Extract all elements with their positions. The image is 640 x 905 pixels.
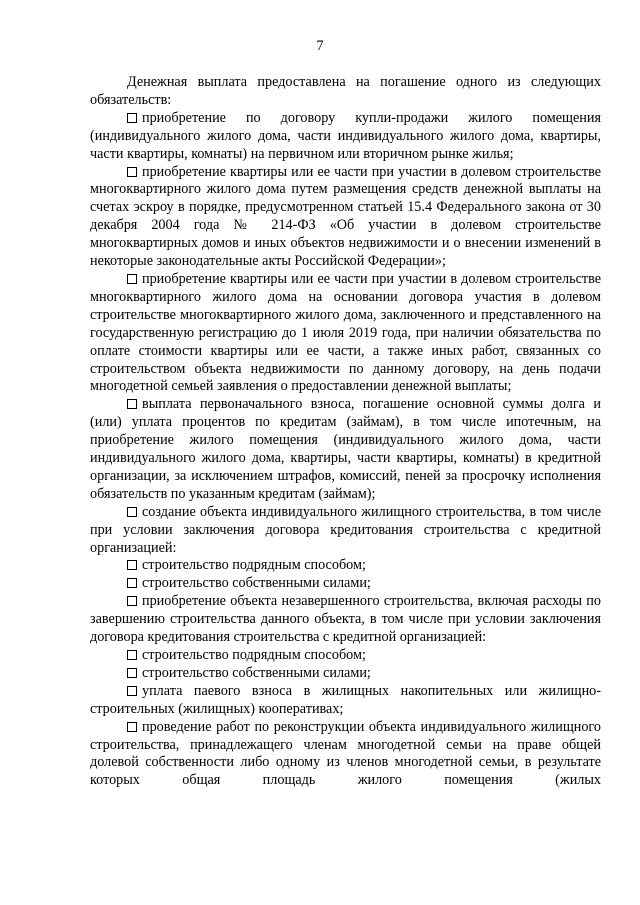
checkbox-icon[interactable] xyxy=(127,167,137,177)
checkbox-icon[interactable] xyxy=(127,399,137,409)
item-reconstruction xyxy=(90,719,601,791)
item-text: уплата паевого взноса в жилищных накопительных или жилищно-строительных (жилищных) кооперативах; xyxy=(90,682,601,717)
item-escrow-shared-construction xyxy=(90,164,601,271)
item-text: проведение работ по реконструкции объекта индивидуального жилищного строительства, принадлежащего членам многодетной семьи на праве общей долевой собственности либо одному из членов многодетной семьи, в результате которых общая площадь жилого помещения (жилых xyxy=(90,718,601,789)
checkbox-icon[interactable] xyxy=(127,668,137,678)
item-text: приобретение квартиры или ее части при участии в долевом строительстве многоквартирного жилого дома на основании договора участия в долевом строительстве многоквартирного жилого дома, заключенного и представленного на государственную регистрацию до 1 июля 2019 года, при наличии обязательства по оплате стоимости квартиры или ее части, а также иных работ, связанных со строительством объекта недвижимости по данному договору, на день подачи многодетной семьей заявления о предоставлении денежной выплаты; xyxy=(90,270,601,395)
item-purchase-contract xyxy=(90,110,601,164)
item-text: приобретение объекта незавершенного строительства, включая расходы по завершению строительства данного объекта, в том числе при условии заключения договора кредитования строительства с кредитной организацией: xyxy=(90,593,601,646)
checkbox-icon[interactable] xyxy=(127,274,137,284)
page-number: 7 xyxy=(316,38,324,54)
item-self-construction xyxy=(90,575,601,593)
item-text: строительство собственными силами; xyxy=(142,575,371,592)
item-individual-housing-construction xyxy=(90,504,601,558)
item-text: создание объекта индивидуального жилищного строительства, в том числе при условии заключения договора кредитования строительства с кредитной организацией: xyxy=(90,503,601,556)
item-text: строительство собственными силами; xyxy=(142,664,371,681)
checkbox-icon[interactable] xyxy=(127,578,137,588)
item-contractor-construction xyxy=(90,557,601,575)
intro-paragraph: Денежная выплата предоставлена на погашение одного из следующих обязательств: xyxy=(90,74,601,108)
checkbox-icon[interactable] xyxy=(127,560,137,570)
document-body xyxy=(90,74,601,790)
item-self-construction-2 xyxy=(90,665,601,683)
item-unfinished-construction xyxy=(90,593,601,647)
item-text: строительство подрядным способом; xyxy=(142,557,366,574)
item-text: приобретение квартиры или ее части при участии в долевом строительстве многоквартирного жилого дома путем размещения средств денежной выплаты на счетах эскроу в порядке, предусмотренном статьей 15.4 Федерального закона от 30 декабря 2004 года № 214-ФЗ «Об участии в долевом строительстве многоквартирных домов и иных объектов недвижимости и о внесении изменений в некоторые законодательные акты Российской Федерации»; xyxy=(90,163,601,270)
item-text: приобретение по договору купли-продажи жилого помещения (индивидуального жилого дома, части индивидуального жилого дома, квартиры, части квартиры, комнаты) на первичном или вторичном рынке жилья; xyxy=(90,109,601,162)
checkbox-icon[interactable] xyxy=(127,722,137,732)
item-contractor-construction-2 xyxy=(90,647,601,665)
item-loan-repayment xyxy=(90,396,601,503)
checkbox-icon[interactable] xyxy=(127,507,137,517)
checkbox-icon[interactable] xyxy=(127,113,137,123)
item-text: выплата первоначального взноса, погашение основной суммы долга и (или) уплата процентов по кредитам (займам), в том числе ипотечным, на приобретение жилого помещения (индивидуального жилого дома, части индивидуального жилого дома, квартиры, части квартиры, комнаты) в кредитной организации, за исключением штрафов, комиссий, пеней за просрочку исполнения обязательств по указанным кредитам (займам); xyxy=(90,396,601,502)
item-text: строительство подрядным способом; xyxy=(142,647,366,663)
checkbox-icon[interactable] xyxy=(127,596,137,606)
item-cooperative-share xyxy=(90,683,601,719)
item-shared-construction-contract xyxy=(90,271,601,396)
checkbox-icon[interactable] xyxy=(127,650,137,660)
checkbox-icon[interactable] xyxy=(127,686,137,696)
